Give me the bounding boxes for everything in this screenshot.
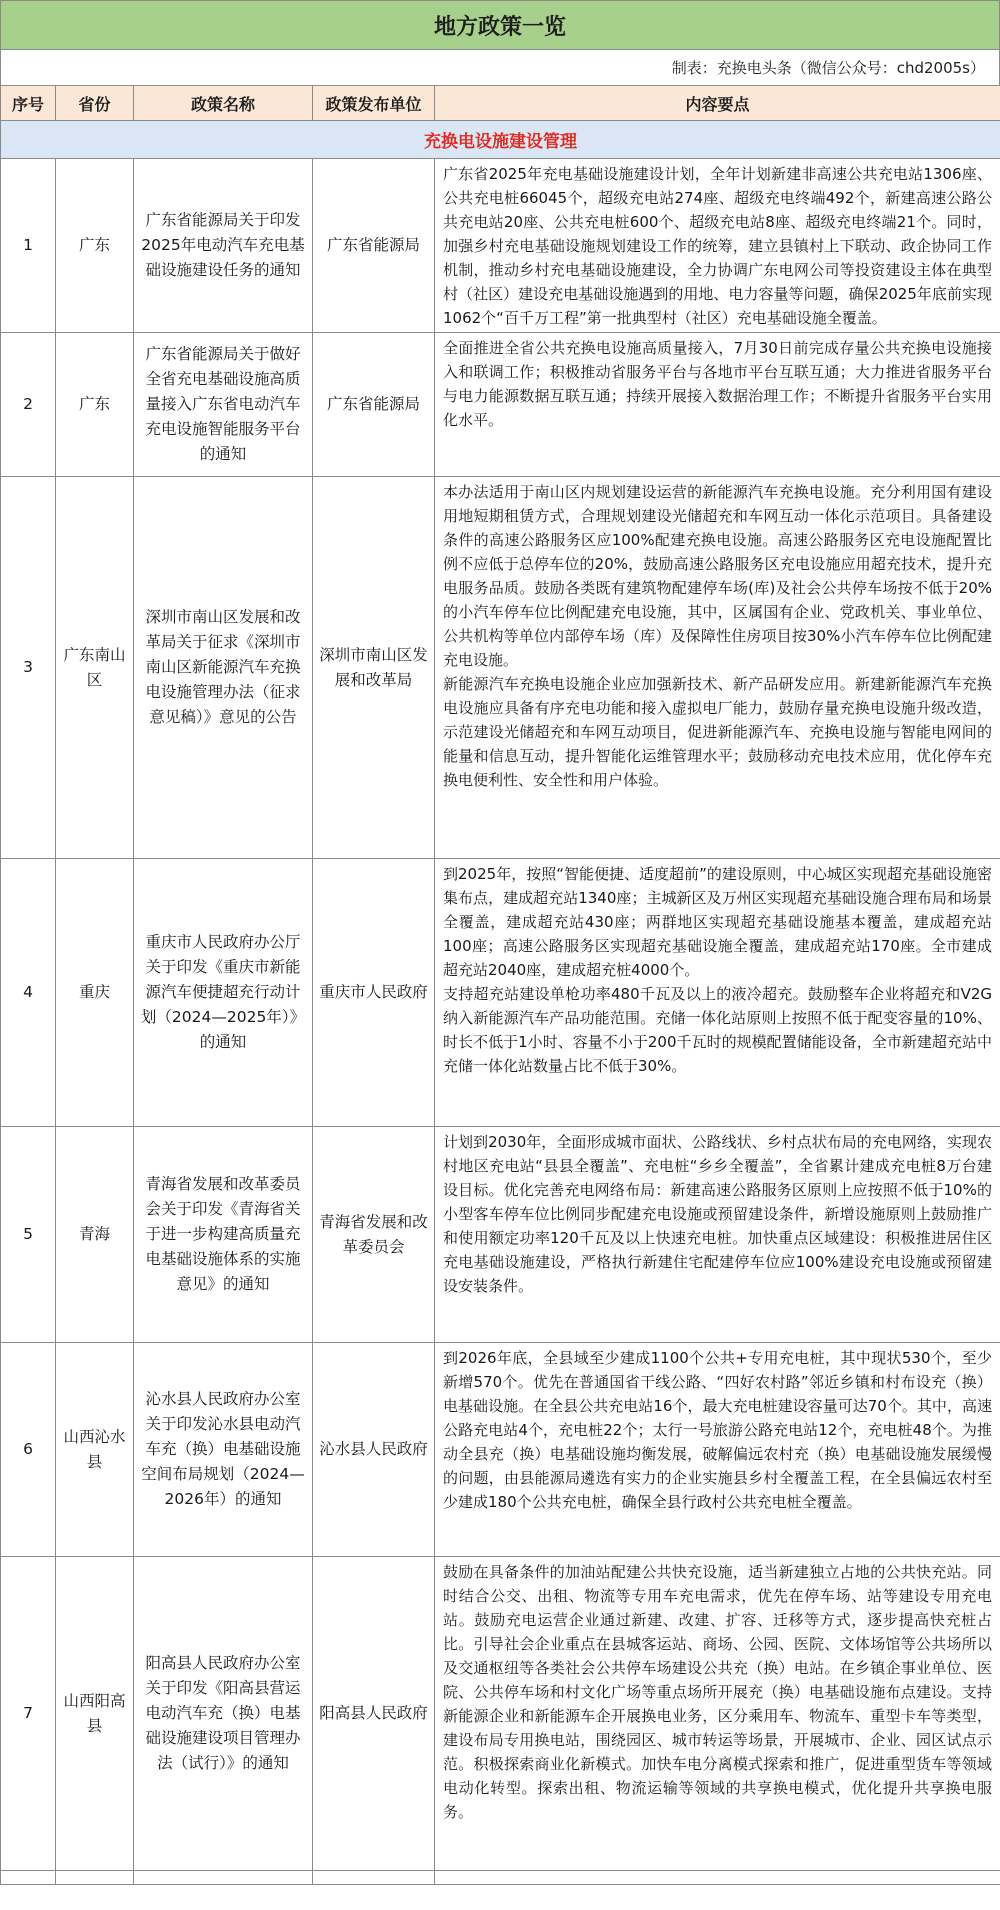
row-province: 山西阳高县 — [56, 1557, 134, 1871]
row-issuer: 重庆市人民政府 — [313, 859, 435, 1127]
content-paragraph: 广东省2025年充电基础设施建设计划，全年计划新建非高速公共充电站1306座、公共充电桩66045个，超级充电站274座、超级充电终端492个，新建高速公路公共充电站20座、公共充电桩600个、超级充电站8座、超级充电终端21个。同时，加强乡村充电基础设施规划建设工作的统筹，建立县镇村上下联动、政企协同工作机制，推动乡村充电基础设施建设，全力协调广东电网公司等投资建设主体在典型村（社区）建设充电基础设施遇到的用地、电力容量等问题，确保2025年底前实现1062个“百千万工程”第一批典型村（社区）充电基础设施全覆盖。 — [443, 165, 992, 327]
row-no: 1 — [1, 159, 56, 333]
row-content — [435, 1127, 1000, 1343]
row-policy: 深圳市南山区发展和改革局关于征求《深圳市南山区新能源汽车充换电设施管理办法（征求意见稿）》意见的公告 — [134, 477, 313, 859]
content-paragraph: 计划到2030年，全面形成城市面状、公路线状、乡村点状布局的充电网络，实现农村地区充电站“县县全覆盖”、充电桩“乡乡全覆盖”，全省累计建成充电桩8万台建设目标。优化完善充电网络布局：新建高速公路服务区原则上应按照不低于10%的小型客车停车位比例同步配建充电设施或预留建设条件，新增设施原则上鼓励推广和使用额定功率120千瓦及以上快速充电桩。加快重点区域建设：积极推进居住区充电基础设施建设，严格执行新建住宅配建停车位应100%建设充电设施或预留建设安装条件。 — [443, 1133, 992, 1295]
row-issuer: 阳高县人民政府 — [313, 1557, 435, 1871]
row-content — [435, 1343, 1000, 1557]
row-province: 青海 — [56, 1127, 134, 1343]
policy-table — [0, 85, 1000, 1885]
row-no: 2 — [1, 333, 56, 477]
content-paragraph: 支持超充站建设单枪功率480千瓦及以上的液冷超充。鼓励整车企业将超充和V2G纳入新能源汽车产品功能范围。充储一体化站原则上按照不低于配变容量的10%、时长不低于1小时、容量不小于200千瓦时的规模配置储能设备，全市新建超充站中充储一体化站数量占比不低于30%。 — [443, 985, 992, 1075]
content-paragraph: 全面推进全省公共充换电设施高质量接入，7月30日前完成存量公共充换电设施接入和联调工作；积极推动省服务平台与各地市平台互联互通；大力推进省服务平台与电力能源数据互联互通；持续开展接入数据治理工作；不断提升省服务平台实用化水平。 — [443, 339, 992, 429]
row-no: 4 — [1, 859, 56, 1127]
table-row — [1, 1343, 1000, 1557]
table-row-partial — [1, 1871, 1000, 1885]
row-issuer: 沁水县人民政府 — [313, 1343, 435, 1557]
row-no: 5 — [1, 1127, 56, 1343]
header-issuer: 政策发布单位 — [313, 86, 435, 121]
row-issuer: 深圳市南山区发展和改革局 — [313, 477, 435, 859]
table-row — [1, 159, 1000, 333]
row-content — [435, 1557, 1000, 1871]
header-content: 内容要点 — [435, 86, 1000, 121]
sheet-title: 地方政策一览 — [0, 0, 1000, 49]
row-policy: 沁水县人民政府办公室关于印发沁水县电动汽车充（换）电基础设施空间布局规划（2024—2026年）的通知 — [134, 1343, 313, 1557]
header-province: 省份 — [56, 86, 134, 121]
content-paragraph: 到2026年底，全县域至少建成1100个公共+专用充电桩，其中现状530个，至少新增570个。优先在普通国省干线公路、“四好农村路”邻近乡镇和村布设充（换）电基础设施。在全县公共充电站16个，最大充电桩建设容量可达70个。其中，高速公路充电站4个，充电桩22个；太行一号旅游公路充电站12个，充电桩48个。为推动全县充（换）电基础设施均衡发展，破解偏远农村充（换）电基础设施发展缓慢的问题，由县能源局遴选有实力的企业实施县乡村全覆盖工程，在全县偏远农村至少建成180个公共充电桩，确保全县行政村公共充电桩全覆盖。 — [443, 1349, 992, 1511]
table-row — [1, 333, 1000, 477]
row-content — [435, 333, 1000, 477]
row-no: 7 — [1, 1557, 56, 1871]
row-issuer: 广东省能源局 — [313, 159, 435, 333]
row-policy: 重庆市人民政府办公厅关于印发《重庆市新能源汽车便捷超充行动计划（2024—2025年）》的通知 — [134, 859, 313, 1127]
row-policy: 广东省能源局关于印发2025年电动汽车充电基础设施建设任务的通知 — [134, 159, 313, 333]
table-row — [1, 1127, 1000, 1343]
content-paragraph: 鼓励在具备条件的加油站配建公共快充设施，适当新建独立占地的公共快充站。同时结合公交、出租、物流等专用车充电需求，优先在停车场、站等建设专用充电站。鼓励充电运营企业通过新建、改建、扩容、迁移等方式，逐步提高快充桩占比。引导社会企业重点在县城客运站、商场、公园、医院、文体场馆等公共场所以及交通枢纽等各类社会公共停车场建设公共充（换）电站。在乡镇企事业单位、医院、公共停车场和村文化广场等重点场所开展充（换）电基础设施布点建设。支持新能源企业和新能源车企开展换电业务，区分乘用车、物流车、重型卡车等类型，建设布局专用换电站，围绕园区、城市转运等场景，开展城市、企业、园区试点示范。积极探索商业化新模式。加快车电分离模式探索和推广，促进重型货车等领域电动化转型。探索出租、物流运输等领域的共享换电模式，优化提升共享换电服务。 — [443, 1563, 992, 1821]
row-policy: 广东省能源局关于做好全省充电基础设施高质量接入广东省电动汽车充电设施智能服务平台的通知 — [134, 333, 313, 477]
row-province: 广东 — [56, 159, 134, 333]
row-province: 重庆 — [56, 859, 134, 1127]
row-province: 山西沁水县 — [56, 1343, 134, 1557]
row-issuer: 广东省能源局 — [313, 333, 435, 477]
row-policy: 青海省发展和改革委员会关于印发《青海省关于进一步构建高质量充电基础设施体系的实施意见》的通知 — [134, 1127, 313, 1343]
table-header-row — [1, 86, 1000, 121]
section-row — [1, 121, 1000, 159]
header-no: 序号 — [1, 86, 56, 121]
table-row — [1, 859, 1000, 1127]
row-no: 3 — [1, 477, 56, 859]
table-row — [1, 1557, 1000, 1871]
row-content — [435, 159, 1000, 333]
content-paragraph: 新能源汽车充换电设施企业应加强新技术、新产品研发应用。新建新能源汽车充换电设施应具备有序充电功能和接入虚拟电厂能力，鼓励存量充换电设施升级改造，示范建设光储超充和车网互动项目，促进新能源汽车、充换电设施与智能电网间的能量和信息互动，提升智能化运维管理水平；鼓励移动充电技术应用，优化停车充换电便利性、安全性和用户体验。 — [443, 675, 992, 789]
row-policy: 阳高县人民政府办公室关于印发《阳高县营运电动汽车充（换）电基础设施建设项目管理办法（试行）》的通知 — [134, 1557, 313, 1871]
table-row — [1, 477, 1000, 859]
row-province: 广东 — [56, 333, 134, 477]
maker-credit: 制表：充换电头条（微信公众号：chd2005s） — [0, 49, 1000, 85]
content-paragraph: 本办法适用于南山区内规划建设运营的新能源汽车充换电设施。充分利用国有建设用地短期租赁方式，合理规划建设光储超充和车网互动一体化示范项目。具备建设条件的高速公路服务区应100%配建充换电设施。高速公路服务区充电设施配置比例不应低于总停车位的20%，鼓励高速公路服务区充电设施应用超充技术，提升充电服务品质。鼓励各类既有建筑物配建停车场(库)及社会公共停车场按不低于20%的小汽车停车位比例配建充电设施，其中，区属国有企业、党政机关、事业单位、公共机构等单位内部停车场（库）及保障性住房项目按30%小汽车停车位比例配建充电设施。 — [443, 483, 992, 669]
row-issuer: 青海省发展和改革委员会 — [313, 1127, 435, 1343]
row-province: 广东南山区 — [56, 477, 134, 859]
section-title: 充换电设施建设管理 — [1, 121, 1000, 159]
header-policy: 政策名称 — [134, 86, 313, 121]
row-content — [435, 859, 1000, 1127]
row-content — [435, 477, 1000, 859]
content-paragraph: 到2025年，按照“智能便捷、适度超前”的建设原则，中心城区实现超充基础设施密集布点，建成超充站1340座；主城新区及万州区实现超充基础设施合理布局和场景全覆盖，建成超充站430座；两群地区实现超充基础设施基本覆盖，建成超充站100座；高速公路服务区实现超充基础设施全覆盖，建成超充站170座。全市建成超充站2040座，建成超充桩4000个。 — [443, 865, 992, 979]
row-no: 6 — [1, 1343, 56, 1557]
